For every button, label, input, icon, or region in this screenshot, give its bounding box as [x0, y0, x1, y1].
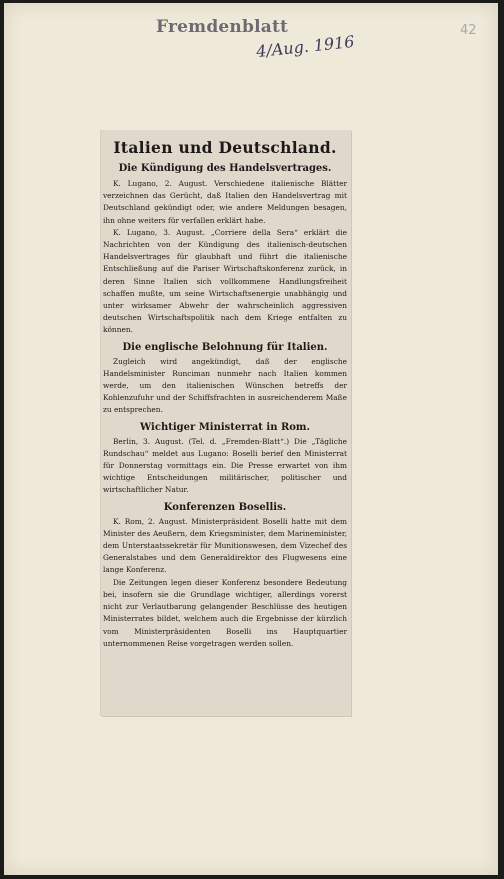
article-column: [103, 138, 347, 650]
section-title-ministerrat: Wichtiger Ministerrat in Rom.: [140, 421, 310, 433]
article-title: Italien und Deutschland.: [113, 138, 337, 157]
paragraph-zeitungen: Die Zeitungen legen dieser Konferenz besondere Bedeutung bei, insofern sie die Grundlage wichtiger, allerdings vorerst nicht zur Verlautbarung gelangender Beschlüsse des heutigen Ministerrates bildet, welchem auch die Ergebnisse der kürzlich vom Ministerpräsidenten Boselli ins Hauptquartier unternommenen Reise vorgetragen werden sollen.: [103, 577, 347, 648]
section-title-konferenzen: Konferenzen Bosellis.: [163, 501, 287, 513]
page-number: 42: [460, 23, 477, 38]
paragraph-runciman: Zugleich wird angekündigt, daß der englische Handelsminister Runciman nunmehr nach Italien kommen werde, um den italienischen Wünschen betreffs der Kohlenzufuhr und der Schiffsfrachten in ausreichenderem Maße zu entsprechen.: [103, 356, 347, 415]
newspaper-stamp: Fremdenblatt: [156, 17, 289, 37]
paragraph-berlin: Berlin, 3. August. (Tel. d. „Fremden-Blatt“.) Die „Tägliche Rundschau“ meldet aus Lugano: Boselli berief den Ministerrat für Donnerstag vormittags ein. Die Presse erwartet von ihm wichtige Entscheidungen militärischer, politischer und wirtschaftlicher Natur.: [103, 436, 347, 495]
handwritten-date: 4/Aug. 1916: [255, 31, 356, 62]
paragraph-lugano-2: K. Lugano, 3. August. „Corriere della Sera“ erklärt die Nachrichten von der Kündigung des italienisch-deutschen Handelsvertrages für glaubhaft und führt die italienische Entschließung auf die Pariser Wirtschaftskonferenz zurück, in deren Sinne Italien sich vollkommene Handlungsfreiheit schaffen mußte, um seine Wirtschaftsenergie unabhängig und unter wirksamer Abwehr der wahrscheinlich aggressiven deutschen Wirtschaftspolitik nach dem Kriege entfalten zu können.: [103, 227, 347, 335]
section-title-belohnung: Die englische Belohnung für Italien.: [122, 341, 328, 353]
paragraph-rom: K. Rom, 2. August. Ministerpräsident Boselli hatte mit dem Minister des Aeußern, dem Kriegsminister, dem Marineminister, dem Unterstaatssekretär für Munitionswesen, dem Vizechef des Generalstabes und dem Generaldirektor des Flugwesens eine lange Konferenz.: [103, 516, 347, 575]
paragraph-lugano-1: K. Lugano, 2. August. Verschiedene italienische Blätter verzeichnen das Gerücht, daß Italien den Handelsvertrag mit Deutschland gekündigt oder, wie andere Meldungen besagen, ihn ohne weiters für verfallen erklärt habe.: [103, 179, 347, 225]
article-subtitle: Die Kündigung des Handelsvertrages.: [118, 163, 332, 174]
